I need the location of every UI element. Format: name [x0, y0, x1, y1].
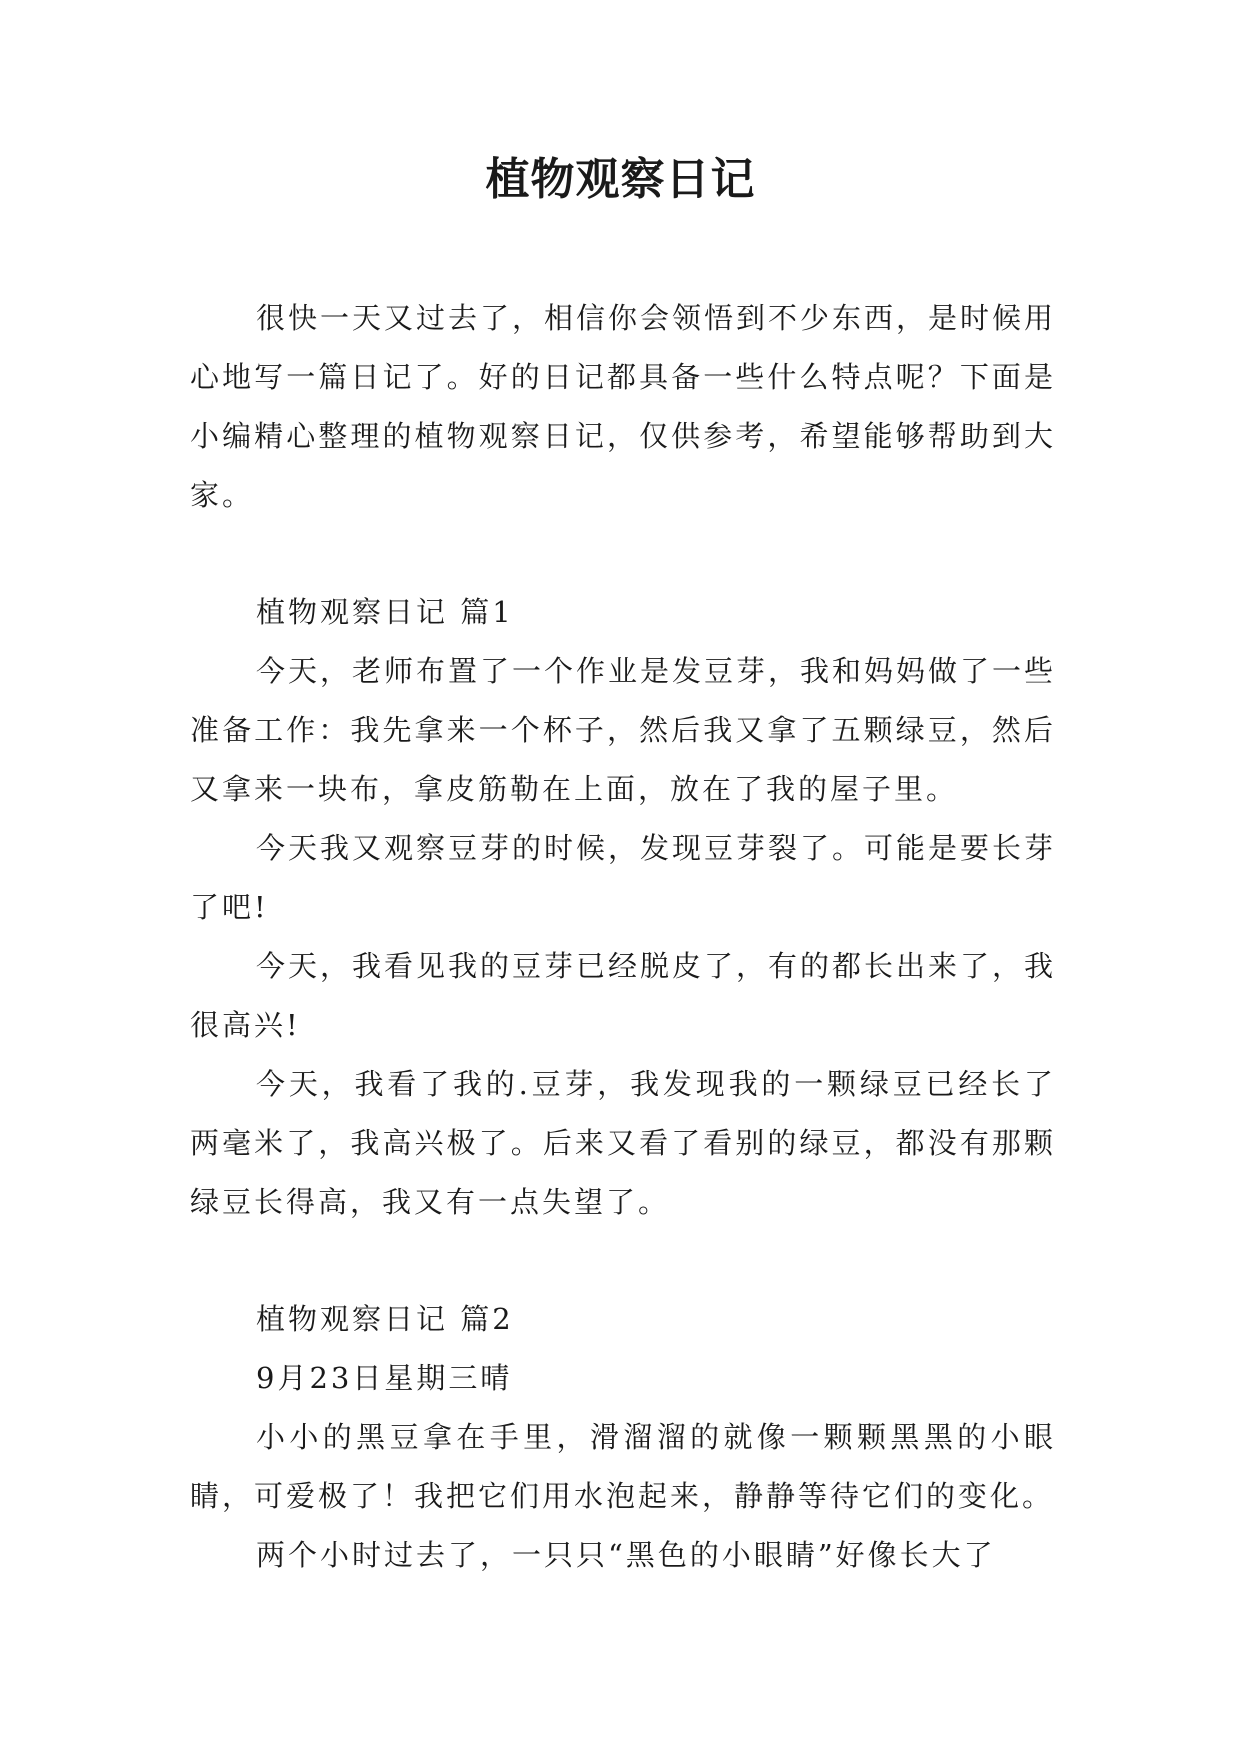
- section-1: [190, 583, 1056, 1232]
- section-paragraph: 今天我又观察豆芽的时候，发现豆芽裂了。可能是要长芽了吧!: [190, 831, 1057, 924]
- entry-date: 9月23日星期三晴: [256, 1361, 513, 1395]
- section-spacer: [190, 1232, 1056, 1290]
- section-paragraph: 两个小时过去了，一只只“黑色的小眼睛”好像长大了: [256, 1538, 996, 1572]
- section-heading: 植物观察日记 篇2: [256, 1302, 514, 1336]
- section-paragraph: 小小的黑豆拿在手里，滑溜溜的就像一颗颗黑黑的小眼睛，可爱极了！我把它们用水泡起来，静静等待它们的变化。: [190, 1420, 1056, 1513]
- section-paragraph: 今天，我看了我的.豆芽，我发现我的一颗绿豆已经长了两毫米了，我高兴极了。后来又看了看别的绿豆，都没有那颗绿豆长得高，我又有一点失望了。: [190, 1067, 1056, 1219]
- document-title: 植物观察日记: [485, 154, 756, 205]
- section-2: [190, 1290, 1056, 1585]
- section-heading: 植物观察日记 篇1: [256, 595, 514, 629]
- section-paragraph: 今天，老师布置了一个作业是发豆芽，我和妈妈做了一些准备工作：我先拿来一个杯子，然后我又拿了五颗绿豆，然后又拿来一块布，拿皮筋勒在上面，放在了我的屋子里。: [190, 654, 1057, 806]
- document-body: [190, 289, 1056, 1585]
- section-spacer: [190, 525, 1056, 583]
- section-paragraph: 今天，我看见我的豆芽已经脱皮了，有的都长出来了，我很高兴!: [190, 949, 1057, 1042]
- intro-paragraph: 很快一天又过去了，相信你会领悟到不少东西，是时候用心地写一篇日记了。好的日记都具备一些什么特点呢？下面是小编精心整理的植物观察日记，仅供参考，希望能够帮助到大家。: [190, 301, 1057, 512]
